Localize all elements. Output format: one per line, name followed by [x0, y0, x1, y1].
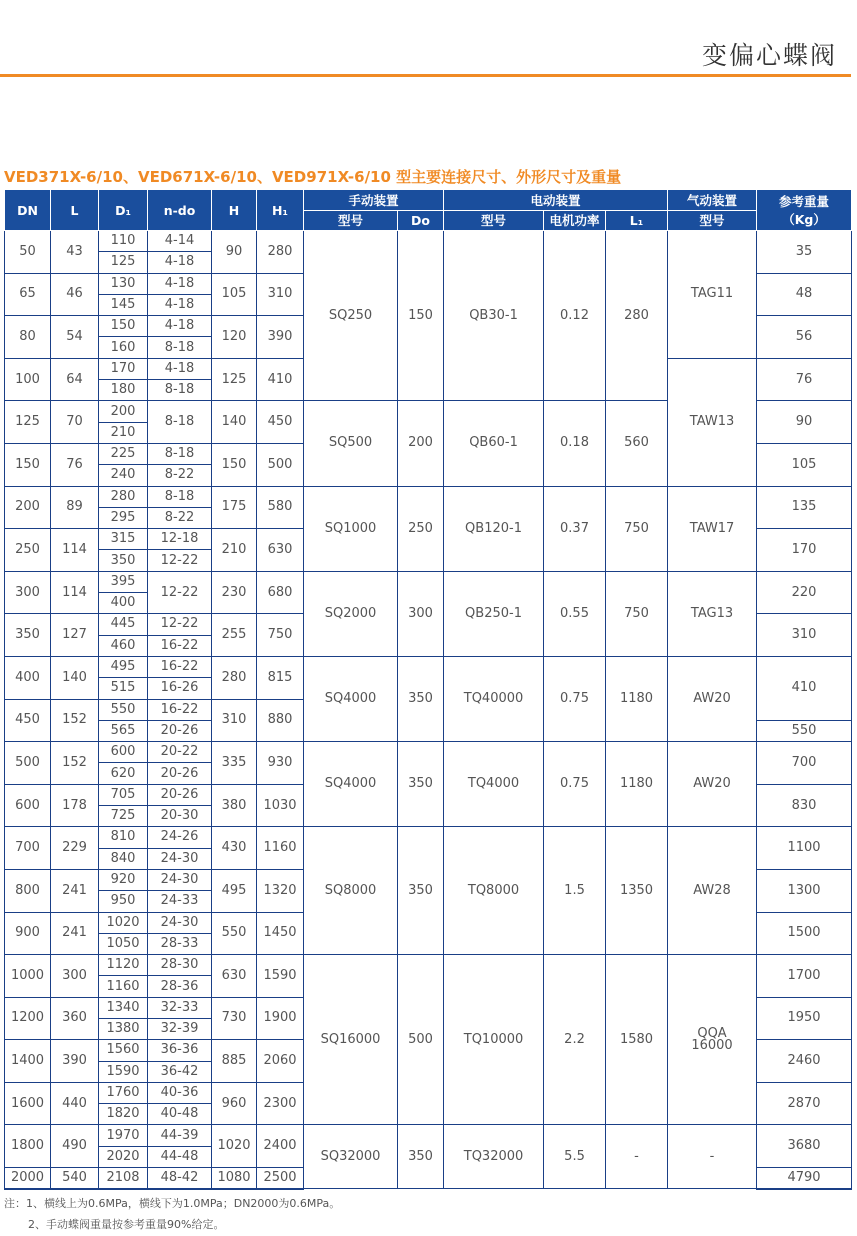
cell-dn: 125: [5, 401, 51, 444]
cell-weight: 90: [757, 401, 852, 444]
table-caption: VED371X-6/10、VED671X-6/10、VED971X-6/10 型主要连接尺寸、外形尺寸及重量: [4, 168, 622, 186]
cell-electric-l1: 1180: [606, 656, 668, 741]
cell-d1: 445: [99, 614, 148, 635]
cell-manual-do: 350: [398, 1125, 444, 1189]
cell-dn: 250: [5, 529, 51, 572]
cell-dn: 50: [5, 231, 51, 274]
cell-l: 152: [51, 742, 99, 785]
cell-h1: 880: [257, 699, 304, 742]
cell-h1: 390: [257, 316, 304, 359]
cell-dn: 200: [5, 486, 51, 529]
cell-weight: 1700: [757, 955, 852, 998]
cell-weight: 135: [757, 486, 852, 529]
cell-weight: 170: [757, 529, 852, 572]
cell-weight: 56: [757, 316, 852, 359]
cell-electric-l1: -: [606, 1125, 668, 1189]
cell-n-do: 20-26: [148, 720, 212, 741]
cell-h1: 1320: [257, 869, 304, 912]
cell-h1: 1900: [257, 997, 304, 1040]
cell-n-do: 8-18: [148, 337, 212, 358]
cell-manual-do: 150: [398, 231, 444, 401]
cell-manual-model: SQ250: [304, 231, 398, 401]
cell-l: 140: [51, 656, 99, 699]
cell-d1: 620: [99, 763, 148, 784]
table-row: [5, 656, 852, 677]
table-row: [5, 1125, 852, 1146]
cell-l: 46: [51, 273, 99, 316]
cell-h: 960: [212, 1082, 257, 1125]
cell-electric-power: 0.75: [544, 742, 606, 827]
cell-d1: 210: [99, 422, 148, 443]
cell-n-do: 24-30: [148, 848, 212, 869]
cell-weight: 550: [757, 720, 852, 741]
cell-d1: 1050: [99, 933, 148, 954]
cell-l: 89: [51, 486, 99, 529]
cell-h: 335: [212, 742, 257, 785]
cell-dn: 400: [5, 656, 51, 699]
cell-n-do: 28-36: [148, 976, 212, 997]
header-manual-do: Do: [398, 210, 444, 231]
cell-weight: 2460: [757, 1040, 852, 1083]
cell-d1: 1820: [99, 1104, 148, 1125]
cell-l: 241: [51, 912, 99, 955]
cell-h1: 280: [257, 231, 304, 274]
cell-electric-power: 0.75: [544, 656, 606, 741]
cell-weight: 4790: [757, 1168, 852, 1189]
cell-n-do: 44-48: [148, 1146, 212, 1167]
cell-n-do: 12-22: [148, 614, 212, 635]
header-h: H: [212, 190, 257, 231]
header-l: L: [51, 190, 99, 231]
cell-d1: 1120: [99, 955, 148, 976]
cell-h1: 815: [257, 656, 304, 699]
cell-pneumatic-model: TAG11: [668, 231, 757, 359]
cell-dn: 500: [5, 742, 51, 785]
cell-electric-l1: 750: [606, 571, 668, 656]
cell-dn: 1600: [5, 1082, 51, 1125]
header-n-do: n-do: [148, 190, 212, 231]
cell-d1: 180: [99, 380, 148, 401]
cell-l: 152: [51, 699, 99, 742]
cell-n-do: 8-18: [148, 443, 212, 464]
cell-h1: 2400: [257, 1125, 304, 1168]
cell-h1: 450: [257, 401, 304, 444]
cell-n-do: 36-42: [148, 1061, 212, 1082]
cell-h1: 410: [257, 358, 304, 401]
header-manual-group: 手动装置: [304, 190, 444, 211]
note-line-2: 2、手动蝶阀重量按参考重量90%给定。: [28, 1218, 225, 1231]
cell-h: 730: [212, 997, 257, 1040]
table-row: [5, 571, 852, 592]
header-electric-model: 型号: [444, 210, 544, 231]
cell-d1: 160: [99, 337, 148, 358]
spec-table-body: [5, 231, 852, 1189]
cell-d1: 950: [99, 891, 148, 912]
cell-pneumatic-model: AW28: [668, 827, 757, 955]
cell-n-do: 4-18: [148, 358, 212, 379]
cell-n-do: 20-30: [148, 806, 212, 827]
cell-d1: 840: [99, 848, 148, 869]
cell-n-do: 20-22: [148, 742, 212, 763]
cell-d1: 1340: [99, 997, 148, 1018]
cell-d1: 565: [99, 720, 148, 741]
cell-h: 255: [212, 614, 257, 657]
cell-n-do: 4-18: [148, 273, 212, 294]
cell-weight: 1100: [757, 827, 852, 870]
cell-electric-power: 0.37: [544, 486, 606, 571]
header-electric-power: 电机功率: [544, 210, 606, 231]
cell-l: 114: [51, 571, 99, 614]
cell-h: 175: [212, 486, 257, 529]
cell-electric-model: TQ40000: [444, 656, 544, 741]
cell-n-do: 24-30: [148, 912, 212, 933]
cell-weight: 76: [757, 358, 852, 401]
table-row: [5, 827, 852, 848]
cell-l: 229: [51, 827, 99, 870]
header-d1: D₁: [99, 190, 148, 231]
cell-h1: 680: [257, 571, 304, 614]
header-manual-model: 型号: [304, 210, 398, 231]
cell-d1: 395: [99, 571, 148, 592]
cell-weight: 700: [757, 742, 852, 785]
cell-dn: 300: [5, 571, 51, 614]
cell-dn: 350: [5, 614, 51, 657]
notes: [4, 1193, 340, 1235]
cell-h: 430: [212, 827, 257, 870]
header-weight: [757, 190, 852, 231]
cell-h1: 1030: [257, 784, 304, 827]
cell-n-do: 8-18: [148, 380, 212, 401]
cell-pneumatic-model: QQA 16000: [668, 955, 757, 1125]
cell-n-do: 12-22: [148, 550, 212, 571]
header-pneumatic-group: 气动装置: [668, 190, 757, 211]
cell-n-do: 4-18: [148, 294, 212, 315]
cell-electric-power: 2.2: [544, 955, 606, 1125]
cell-h: 550: [212, 912, 257, 955]
cell-l: 64: [51, 358, 99, 401]
cell-electric-l1: 1180: [606, 742, 668, 827]
cell-d1: 2108: [99, 1168, 148, 1189]
cell-dn: 450: [5, 699, 51, 742]
cell-d1: 515: [99, 678, 148, 699]
cell-n-do: 40-48: [148, 1104, 212, 1125]
header-pneumatic-model: 型号: [668, 210, 757, 231]
table-row: [5, 486, 852, 507]
header-weight-line2: （Kg）: [782, 212, 826, 227]
cell-l: 360: [51, 997, 99, 1040]
cell-d1: 705: [99, 784, 148, 805]
cell-h1: 630: [257, 529, 304, 572]
cell-weight: 220: [757, 571, 852, 614]
table-row: [5, 231, 852, 252]
cell-manual-do: 350: [398, 742, 444, 827]
cell-l: 114: [51, 529, 99, 572]
cell-n-do: 16-22: [148, 656, 212, 677]
table-row: [5, 742, 852, 763]
cell-d1: 280: [99, 486, 148, 507]
header-weight-line1: 参考重量: [779, 194, 830, 209]
cell-h1: 500: [257, 443, 304, 486]
cell-l: 76: [51, 443, 99, 486]
cell-l: 241: [51, 869, 99, 912]
cell-n-do: 24-33: [148, 891, 212, 912]
cell-d1: 1760: [99, 1082, 148, 1103]
cell-electric-l1: 280: [606, 231, 668, 401]
cell-d1: 1560: [99, 1040, 148, 1061]
cell-h1: 930: [257, 742, 304, 785]
cell-weight: 35: [757, 231, 852, 274]
cell-d1: 125: [99, 252, 148, 273]
cell-l: 127: [51, 614, 99, 657]
cell-n-do: 24-30: [148, 869, 212, 890]
cell-d1: 150: [99, 316, 148, 337]
cell-dn: 100: [5, 358, 51, 401]
cell-manual-do: 500: [398, 955, 444, 1125]
cell-l: 43: [51, 231, 99, 274]
cell-dn: 1400: [5, 1040, 51, 1083]
cell-n-do: 8-22: [148, 507, 212, 528]
cell-n-do: 8-22: [148, 465, 212, 486]
cell-n-do: 48-42: [148, 1168, 212, 1189]
cell-weight: 1500: [757, 912, 852, 955]
cell-d1: 920: [99, 869, 148, 890]
cell-h1: 310: [257, 273, 304, 316]
cell-n-do: 28-33: [148, 933, 212, 954]
cell-n-do: 40-36: [148, 1082, 212, 1103]
cell-n-do: 16-22: [148, 635, 212, 656]
cell-h: 105: [212, 273, 257, 316]
cell-n-do: 28-30: [148, 955, 212, 976]
cell-pneumatic-model: TAW13: [668, 358, 757, 486]
cell-dn: 1000: [5, 955, 51, 998]
cell-dn: 65: [5, 273, 51, 316]
cell-electric-l1: 750: [606, 486, 668, 571]
cell-d1: 130: [99, 273, 148, 294]
cell-electric-model: QB120-1: [444, 486, 544, 571]
cell-weight: 3680: [757, 1125, 852, 1168]
cell-h: 230: [212, 571, 257, 614]
cell-manual-model: SQ8000: [304, 827, 398, 955]
cell-d1: 225: [99, 443, 148, 464]
cell-manual-model: SQ2000: [304, 571, 398, 656]
cell-pneumatic-model: TAW17: [668, 486, 757, 571]
cell-l: 440: [51, 1082, 99, 1125]
cell-dn: 1800: [5, 1125, 51, 1168]
cell-h: 495: [212, 869, 257, 912]
page-title: 变偏心蝶阀: [701, 41, 837, 70]
cell-manual-model: SQ16000: [304, 955, 398, 1125]
cell-l: 178: [51, 784, 99, 827]
cell-dn: 800: [5, 869, 51, 912]
cell-weight: 410: [757, 656, 852, 720]
cell-h1: 2060: [257, 1040, 304, 1083]
cell-n-do: 24-26: [148, 827, 212, 848]
cell-n-do: 4-18: [148, 252, 212, 273]
cell-d1: 495: [99, 656, 148, 677]
cell-l: 390: [51, 1040, 99, 1083]
header-electric-group: 电动装置: [444, 190, 668, 211]
cell-d1: 600: [99, 742, 148, 763]
cell-pneumatic-model: TAG13: [668, 571, 757, 656]
cell-electric-model: TQ4000: [444, 742, 544, 827]
cell-manual-do: 300: [398, 571, 444, 656]
cell-electric-power: 0.12: [544, 231, 606, 401]
cell-d1: 1380: [99, 1018, 148, 1039]
cell-d1: 295: [99, 507, 148, 528]
cell-h1: 1450: [257, 912, 304, 955]
cell-d1: 460: [99, 635, 148, 656]
cell-n-do: 20-26: [148, 784, 212, 805]
cell-weight: 2870: [757, 1082, 852, 1125]
cell-n-do: 4-18: [148, 316, 212, 337]
cell-weight: 48: [757, 273, 852, 316]
table-row: [5, 955, 852, 976]
cell-d1: 2020: [99, 1146, 148, 1167]
cell-n-do: 32-33: [148, 997, 212, 1018]
cell-dn: 1200: [5, 997, 51, 1040]
cell-h: 150: [212, 443, 257, 486]
cell-electric-model: TQ32000: [444, 1125, 544, 1189]
cell-d1: 110: [99, 231, 148, 252]
cell-electric-model: TQ10000: [444, 955, 544, 1125]
cell-weight: 1300: [757, 869, 852, 912]
cell-d1: 400: [99, 593, 148, 614]
cell-h: 140: [212, 401, 257, 444]
cell-dn: 600: [5, 784, 51, 827]
cell-manual-model: SQ4000: [304, 742, 398, 827]
cell-weight: 1950: [757, 997, 852, 1040]
note-line-1: 注：1、横线上为0.6MPa，横线下为1.0MPa；DN2000为0.6MPa。: [4, 1197, 341, 1210]
cell-manual-model: SQ4000: [304, 656, 398, 741]
cell-h: 280: [212, 656, 257, 699]
cell-h1: 750: [257, 614, 304, 657]
cell-h: 380: [212, 784, 257, 827]
cell-d1: 1020: [99, 912, 148, 933]
cell-n-do: 12-18: [148, 529, 212, 550]
cell-weight: 105: [757, 443, 852, 486]
cell-d1: 1590: [99, 1061, 148, 1082]
cell-electric-power: 5.5: [544, 1125, 606, 1189]
cell-d1: 1160: [99, 976, 148, 997]
cell-h1: 580: [257, 486, 304, 529]
cell-dn: 900: [5, 912, 51, 955]
cell-manual-model: SQ500: [304, 401, 398, 486]
cell-n-do: 44-39: [148, 1125, 212, 1146]
cell-n-do: 16-26: [148, 678, 212, 699]
cell-d1: 145: [99, 294, 148, 315]
cell-h: 1020: [212, 1125, 257, 1168]
cell-electric-l1: 1580: [606, 955, 668, 1125]
cell-l: 540: [51, 1168, 99, 1189]
cell-manual-do: 350: [398, 827, 444, 955]
cell-h: 125: [212, 358, 257, 401]
cell-dn: 700: [5, 827, 51, 870]
cell-weight: 310: [757, 614, 852, 657]
cell-dn: 2000: [5, 1168, 51, 1189]
cell-n-do: 12-22: [148, 571, 212, 614]
cell-d1: 240: [99, 465, 148, 486]
cell-weight: 830: [757, 784, 852, 827]
title-divider: [0, 74, 851, 77]
cell-manual-model: SQ1000: [304, 486, 398, 571]
cell-electric-model: QB30-1: [444, 231, 544, 401]
cell-n-do: 20-26: [148, 763, 212, 784]
cell-electric-model: QB60-1: [444, 401, 544, 486]
cell-d1: 200: [99, 401, 148, 422]
cell-l: 70: [51, 401, 99, 444]
cell-electric-power: 0.18: [544, 401, 606, 486]
cell-manual-do: 350: [398, 656, 444, 741]
cell-h: 1080: [212, 1168, 257, 1189]
cell-electric-power: 1.5: [544, 827, 606, 955]
cell-manual-do: 250: [398, 486, 444, 571]
cell-dn: 150: [5, 443, 51, 486]
cell-h1: 2500: [257, 1168, 304, 1189]
cell-h: 120: [212, 316, 257, 359]
cell-pneumatic-model: AW20: [668, 742, 757, 827]
cell-d1: 725: [99, 806, 148, 827]
header-h1: H₁: [257, 190, 304, 231]
cell-electric-model: TQ8000: [444, 827, 544, 955]
cell-electric-l1: 1350: [606, 827, 668, 955]
header-electric-l1: L₁: [606, 210, 668, 231]
cell-n-do: 4-14: [148, 231, 212, 252]
cell-h: 90: [212, 231, 257, 274]
cell-h1: 1160: [257, 827, 304, 870]
cell-electric-l1: 560: [606, 401, 668, 486]
cell-d1: 810: [99, 827, 148, 848]
cell-h: 630: [212, 955, 257, 998]
cell-pneumatic-model: -: [668, 1125, 757, 1189]
cell-d1: 550: [99, 699, 148, 720]
cell-pneumatic-model: AW20: [668, 656, 757, 741]
cell-n-do: 16-22: [148, 699, 212, 720]
cell-h1: 1590: [257, 955, 304, 998]
cell-d1: 170: [99, 358, 148, 379]
header-dn: DN: [5, 190, 51, 231]
cell-h: 310: [212, 699, 257, 742]
cell-n-do: 8-18: [148, 401, 212, 444]
cell-d1: 350: [99, 550, 148, 571]
cell-d1: 1970: [99, 1125, 148, 1146]
cell-h1: 2300: [257, 1082, 304, 1125]
cell-h: 210: [212, 529, 257, 572]
cell-n-do: 8-18: [148, 486, 212, 507]
cell-dn: 80: [5, 316, 51, 359]
cell-n-do: 36-36: [148, 1040, 212, 1061]
cell-electric-power: 0.55: [544, 571, 606, 656]
cell-l: 54: [51, 316, 99, 359]
cell-manual-model: SQ32000: [304, 1125, 398, 1189]
cell-l: 300: [51, 955, 99, 998]
cell-manual-do: 200: [398, 401, 444, 486]
cell-h: 885: [212, 1040, 257, 1083]
cell-electric-model: QB250-1: [444, 571, 544, 656]
spec-table: [4, 189, 852, 1190]
cell-n-do: 32-39: [148, 1018, 212, 1039]
cell-d1: 315: [99, 529, 148, 550]
cell-l: 490: [51, 1125, 99, 1168]
